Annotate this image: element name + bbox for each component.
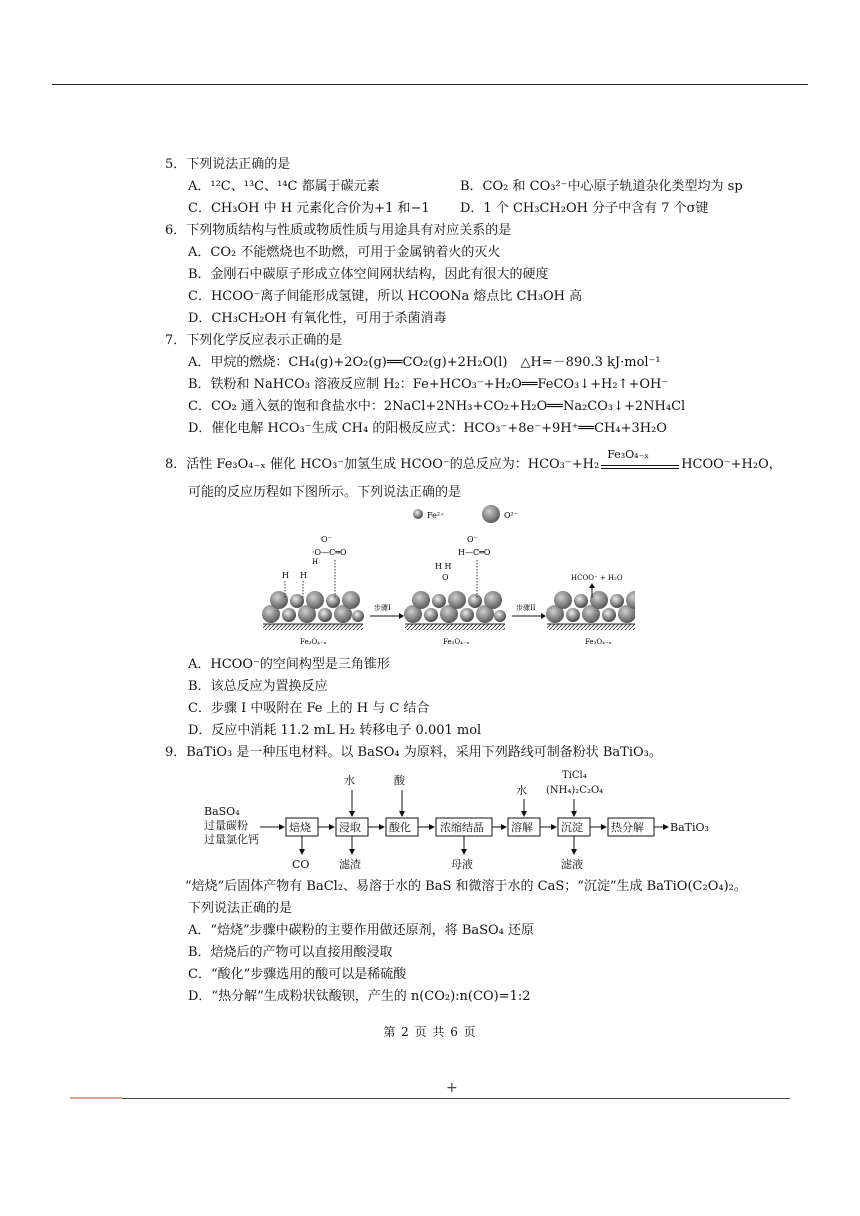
binding-mark: + [446,1080,458,1096]
q8-stem2: 可能的反应历程如下图所示。下列说法正确的是 [188,485,462,500]
q6-stem: 6．下列物质结构与性质或物质性质与用途具有对应关系的是 [165,223,512,238]
top-rule [52,84,808,85]
q8-option-d: D．反应中消耗 11.2 mL H₂ 转移电子 0.001 mol [188,723,482,738]
input-cacl2: 过量氯化钙 [204,833,259,846]
q7-stem: 7．下列化学反应表示正确的是 [165,333,343,348]
legend-fe-label: Fe²⁺ [427,511,445,520]
step-acidify: 酸化 [389,821,411,834]
q6-option-a: A．CO₂ 不能燃烧也不助燃，可用于金属钠着火的灭火 [188,245,501,260]
fe-legend-icon [413,509,423,519]
surface-label-2: Fe₃O₄₋ₓ [443,638,470,646]
catalyst-surface-2 [404,591,506,630]
svg-text:H: H [300,571,307,580]
q9-option-d: D．“热分解”生成粉状钛酸钡，产生的 n(CO₂):n(CO)=1:2 [188,989,531,1004]
bottom-rule [70,1098,790,1099]
q8-stem-b: HCOO⁻+H₂O， [681,457,782,472]
catalyst-surface-3 [546,591,635,630]
q8-stem-a: 8．活性 Fe₃O₄₋ₓ 催化 HCO₃⁻加氢生成 HCOO⁻的总反应为：HCO₃⁻+H₂ [165,457,600,472]
page-footer: 第 2 页 共 6 页 [383,1025,477,1039]
step-2-label: 步骤II [516,604,536,612]
q5-stem: 5．下列说法正确的是 [165,157,291,172]
svg-text:H: H [312,558,319,566]
step-crystallize: 浓缩结晶 [440,821,484,834]
add-ticl4: TiCl₄ [562,770,587,781]
q9-note: “焙烧”后固体产物有 BaCl₂、易溶于水的 BaS 和微溶于水的 CaS；“沉淀”生成 BaTiO(C₂O₄)₂。 [185,879,747,894]
step-precipitate: 沉淀 [561,821,583,834]
byproduct-co: CO [292,858,310,871]
add-oxalate: (NH₄)₂C₂O₄ [546,785,604,796]
reaction-mechanism-diagram [255,500,635,658]
q9-stem2: 下列说法正确的是 [188,901,293,916]
catalyst-surface-1 [262,591,364,630]
surface-label-3: Fe₃O₄₋ₓ [585,638,612,646]
svg-text:·O—C═O: ·O—C═O [312,548,347,557]
input-carbon: 过量碳粉 [204,819,248,832]
q5-option-d: D．1 个 CH₃CH₂OH 分子中含有 7 个σ键 [460,201,709,216]
q7-option-b: B．铁粉和 NaHCO₃ 溶液反应制 H₂：Fe+HCO₃⁻+H₂O══FeCO₃↓+H₂↑+OH⁻ [188,377,669,392]
legend-o-label: O²⁻ [504,511,518,520]
surface-label-1: Fe₃O₄₋ₓ [300,638,327,646]
q9-option-a: A．“焙烧”步骤中碳粉的主要作用做还原剂，将 BaSO₄ 还原 [188,923,535,938]
q9-option-c: C．“酸化”步骤选用的酸可以是稀硫酸 [188,967,407,982]
q6-option-c: C．HCOO⁻离子间能形成氢键，所以 HCOONa 熔点比 CH₃OH 高 [188,289,583,304]
svg-text:H: H [282,571,289,580]
step-1-label: 步骤I [374,604,391,612]
catalyst-arrow [599,448,681,474]
q6-option-d: D．CH₃CH₂OH 有氧化性，可用于杀菌消毒 [188,311,447,326]
svg-text:O: O [442,573,449,582]
step-dissolve: 溶解 [511,821,533,834]
q8-option-a: A．HCOO⁻的空间构型是三角锥形 [188,657,390,672]
byproduct-residue: 滤渣 [339,858,361,871]
step-decompose: 热分解 [611,821,644,834]
product-batio3: BaTiO₃ [670,821,709,834]
q5-option-c: C．CH₃OH 中 H 元素化合价为+1 和−1 [188,201,430,216]
q7-option-d: D．催化电解 HCO₃⁻生成 CH₄ 的阳极反应式：HCO₃⁻+8e⁻+9H⁺══CH₄+3H₂O [188,421,667,436]
q7-option-a: A．甲烷的燃烧：CH₄(g)+2O₂(g)══CO₂(g)+2H₂O(l) △H=－890.3 kJ·mol⁻¹ [188,355,661,370]
q5-option-b: B．CO₂ 和 CO₃²⁻中心原子轨道杂化类型均为 sp [460,179,743,194]
q9-stem: 9．BaTiO₃ 是一种压电材料。以 BaSO₄ 为原料，采用下列路线可制备粉状 BaTiO₃。 [165,745,662,760]
q8-option-b: B．该总反应为置换反应 [188,679,328,694]
q5-option-a: A．¹²C、¹³C、¹⁴C 都属于碳元素 [188,179,380,194]
q6-option-b: B．金刚石中碳原子形成立体空间网状结构，因此有很大的硬度 [188,267,549,282]
step-leach: 浸取 [339,821,361,834]
bottom-rule-accent [70,1097,122,1099]
q8-option-c: C．步骤 I 中吸附在 Fe 上的 H 与 C 结合 [188,701,430,716]
add-water-1: 水 [344,774,355,787]
q7-option-c: C．CO₂ 通入氨的饱和食盐水中：2NaCl+2NH₃+CO₂+H₂O══Na₂CO₃↓+2NH₄Cl [188,399,686,414]
byproduct-filtrate: 滤液 [561,858,583,871]
svg-text:H—C═O: H—C═O [458,548,491,557]
add-water-2: 水 [516,784,527,797]
q9-option-b: B．焙烧后的产物可以直接用酸浸取 [188,945,393,960]
o-legend-icon [482,505,500,523]
byproduct-mother-liquor: 母液 [451,858,473,871]
q8-catalyst-label: Fe₃O₄₋ₓ [607,448,650,461]
svg-text:O⁻: O⁻ [321,535,332,544]
step-roast: 焙烧 [289,821,311,834]
svg-text:H H: H H [435,562,452,571]
input-baso4: BaSO₄ [204,805,240,818]
process-flow-diagram [200,766,720,876]
svg-text:O⁻: O⁻ [467,535,478,544]
add-acid: 酸 [394,774,405,787]
product-label: HCOO⁻ + H₂O [571,574,623,582]
q8-stem [165,448,782,474]
